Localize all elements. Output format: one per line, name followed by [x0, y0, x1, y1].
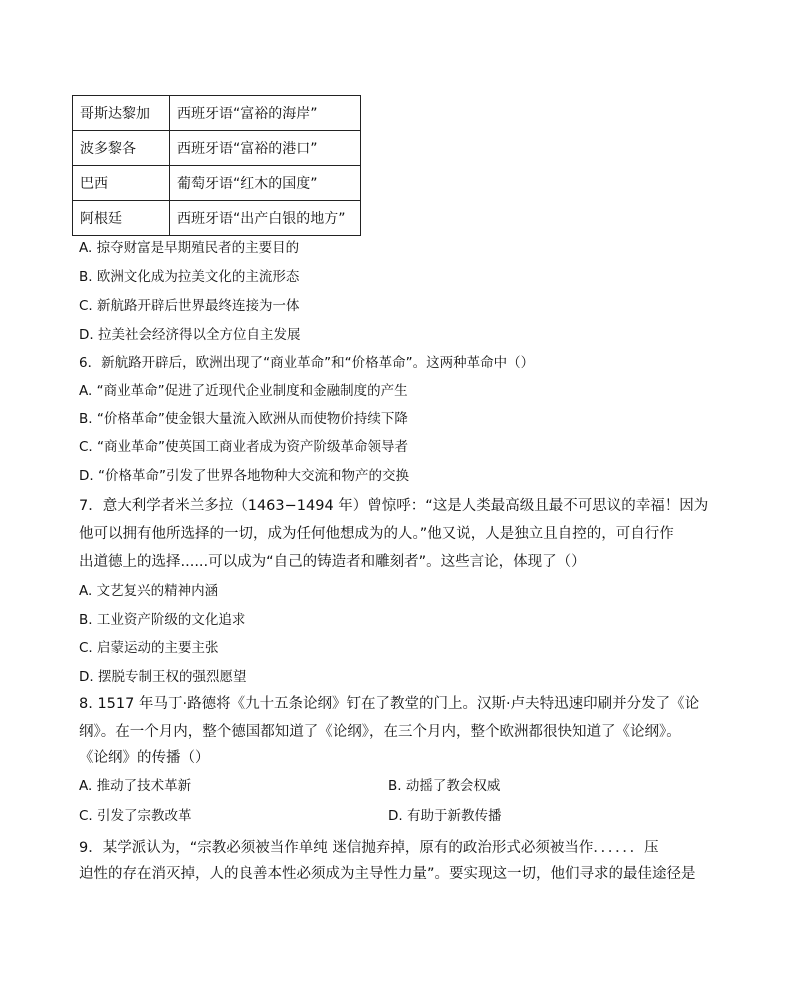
table-row — [73, 201, 361, 236]
q7-stem-line-3: 出道德上的选择......可以成为“自己的铸造者和雕刻者”。这些言论，体现了（） — [79, 554, 586, 570]
q8-stem-line-1: 8. 1517 年马丁·路德将《九十五条论纲》钉在了教堂的门上。汉斯·卢夫特迅速印刷并分发了《论 — [79, 696, 700, 712]
table-cell-meaning: 西班牙语“出产白银的地方” — [170, 201, 361, 236]
table-cell-country: 波多黎各 — [73, 131, 170, 166]
q5-option-d: D. 拉美社会经济得以全方位自主发展 — [79, 327, 301, 343]
q8-option-c: C. 引发了宗教改革 — [79, 808, 192, 824]
q7-stem-line-1: 7．意大利学者米兰多拉（1463−1494 年）曾惊呼：“这是人类最高级且最不可思议的幸福！因为 — [79, 498, 709, 514]
country-name-table — [72, 95, 361, 236]
q6-option-a: A. “商业革命”促进了近现代企业制度和金融制度的产生 — [79, 383, 408, 399]
q8-stem-line-2: 纲》。在一个月内，整个德国都知道了《论纲》，在三个月内，整个欧洲都很快知道了《论纲》。 — [79, 724, 681, 740]
q8-option-b: B. 动摇了教会权威 — [388, 778, 501, 794]
table-row — [73, 131, 361, 166]
q9-stem-line-2: 迫性的存在消灭掉，人的良善本性必须成为主导性力量”。要实现这一切，他们寻求的最佳途径是 — [79, 866, 696, 882]
table-cell-country: 巴西 — [73, 166, 170, 201]
table-row — [73, 166, 361, 201]
q7-stem-line-2: 他可以拥有他所选择的一切，成为任何他想成为的人。”他又说，人是独立且自控的，可自行作 — [79, 526, 674, 542]
q9-stem-line-1: 9．某学派认为，“宗教必须被当作单纯 迷信抛弃掉，原有的政治形式必须被当作．．．．．．压 — [79, 840, 659, 856]
q5-option-a: A. 掠夺财富是早期殖民者的主要目的 — [79, 240, 300, 256]
q5-option-b: B. 欧洲文化成为拉美文化的主流形态 — [79, 269, 300, 285]
q8-option-d: D. 有助于新教传播 — [388, 808, 502, 824]
q7-option-d: D. 摆脱专制王权的强烈愿望 — [79, 669, 247, 685]
table-cell-meaning: 西班牙语“富裕的港口” — [170, 131, 361, 166]
q6-option-b: B. “价格革命”使金银大量流入欧洲从而使物价持续下降 — [79, 411, 408, 427]
q6-stem: 6．新航路开辟后，欧洲出现了“商业革命”和“价格革命”。这两种革命中（） — [79, 355, 535, 371]
q7-option-c: C. 启蒙运动的主要主张 — [79, 640, 219, 656]
table-cell-meaning: 西班牙语“富裕的海岸” — [170, 96, 361, 131]
q6-option-c: C. “商业革命”使英国工商业者成为资产阶级革命领导者 — [79, 439, 408, 455]
q7-option-b: B. 工业资产阶级的文化追求 — [79, 612, 246, 628]
q7-option-a: A. 文艺复兴的精神内涵 — [79, 583, 219, 599]
q8-option-a: A. 推动了技术革新 — [79, 778, 192, 794]
table-cell-country: 哥斯达黎加 — [73, 96, 170, 131]
q6-option-d: D. “价格革命”引发了世界各地物种大交流和物产的交换 — [79, 468, 409, 484]
table-cell-meaning: 葡萄牙语“红木的国度” — [170, 166, 361, 201]
q5-option-c: C. 新航路开辟后世界最终连接为一体 — [79, 298, 300, 314]
table-row — [73, 96, 361, 131]
table-cell-country: 阿根廷 — [73, 201, 170, 236]
q8-stem-line-3: 《论纲》的传播（） — [79, 750, 210, 766]
